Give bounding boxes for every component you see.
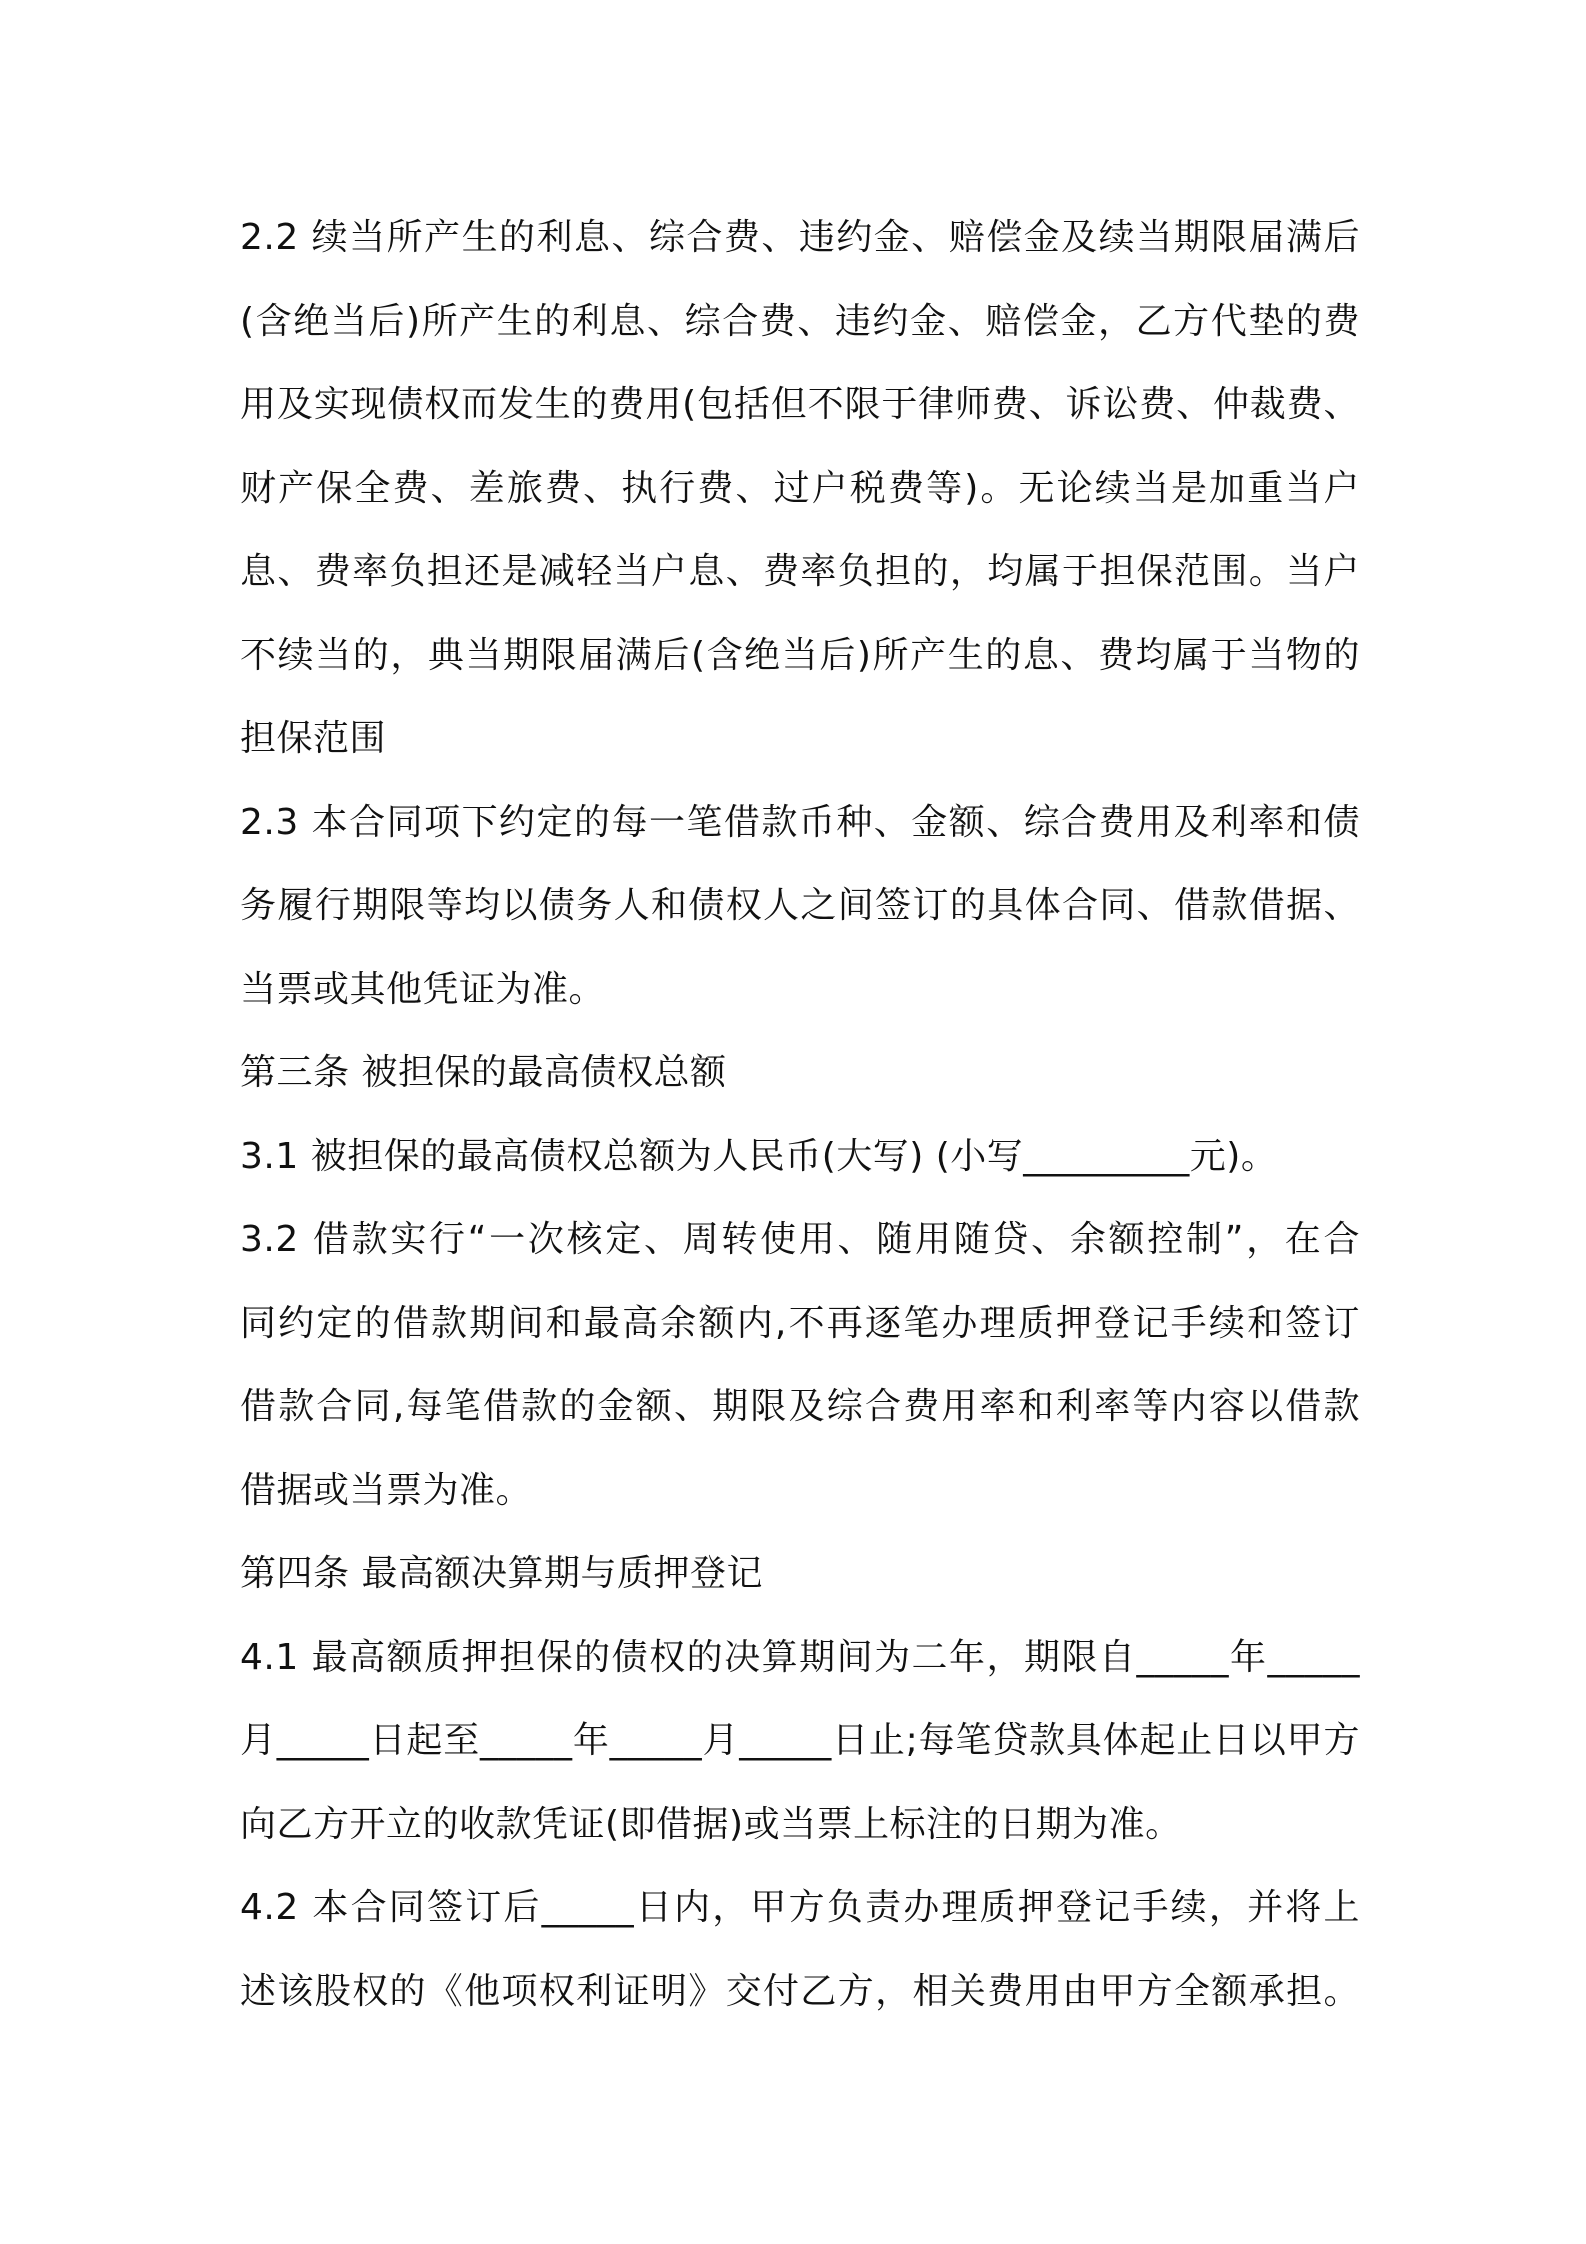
text-line: 财产保全费、差旅费、执行费、过户税费等)。无论续当是加重当户: [240, 467, 1360, 509]
text-line: 2.3 本合同项下约定的每一笔借款币种、金额、综合费用及利率和债: [240, 801, 1360, 843]
text-line: 述该股权的《他项权利证明》交付乙方，相关费用由甲方全额承担。: [240, 1970, 1360, 2012]
text-line: 用及实现债权而发生的费用(包括但不限于律师费、诉讼费、仲裁费、: [240, 384, 1360, 425]
text-line: 务履行期限等均以债务人和债权人之间签订的具体合同、借款借据、: [240, 885, 1360, 926]
text-line: 担保范围: [240, 718, 387, 759]
section-heading: 第四条 最高额决算期与质押登记: [240, 1553, 763, 1594]
text-line: 4.2 本合同签订后_____日内，甲方负责办理质押登记手续，并将上: [240, 1887, 1360, 1928]
text-line: 3.1 被担保的最高债权总额为人民币(大写) (小写_________元)。: [240, 1135, 1278, 1177]
text-line: 3.2 借款实行“一次核定、周转使用、随用随贷、余额控制”，在合: [240, 1219, 1360, 1260]
text-line: 借款合同,每笔借款的金额、期限及综合费用率和利率等内容以借款: [240, 1386, 1360, 1427]
text-line: 2.2 续当所产生的利息、综合费、违约金、赔偿金及续当期限届满后: [240, 217, 1360, 258]
text-line: 借据或当票为准。: [240, 1469, 533, 1511]
text-line: 向乙方开立的收款凭证(即借据)或当票上标注的日期为准。: [240, 1803, 1182, 1845]
text-line: 月_____日起至_____年_____月_____日止;每笔贷款具体起止日以甲方: [240, 1720, 1360, 1761]
text-line: 当票或其他凭证为准。: [240, 968, 606, 1010]
text-line: 不续当的，典当期限届满后(含绝当后)所产生的息、费均属于当物的: [240, 634, 1360, 676]
text-line: 息、费率负担还是减轻当户息、费率负担的，均属于担保范围。当户: [240, 551, 1360, 592]
text-line: (含绝当后)所产生的利息、综合费、违约金、赔偿金，乙方代垫的费: [240, 300, 1360, 342]
document-body: [240, 196, 1360, 2033]
text-line: 同约定的借款期间和最高余额内,不再逐笔办理质押登记手续和签订: [240, 1302, 1360, 1344]
section-heading: 第三条 被担保的最高债权总额: [240, 1052, 727, 1093]
text-line: 4.1 最高额质押担保的债权的决算期间为二年，期限自_____年_____: [240, 1636, 1360, 1678]
